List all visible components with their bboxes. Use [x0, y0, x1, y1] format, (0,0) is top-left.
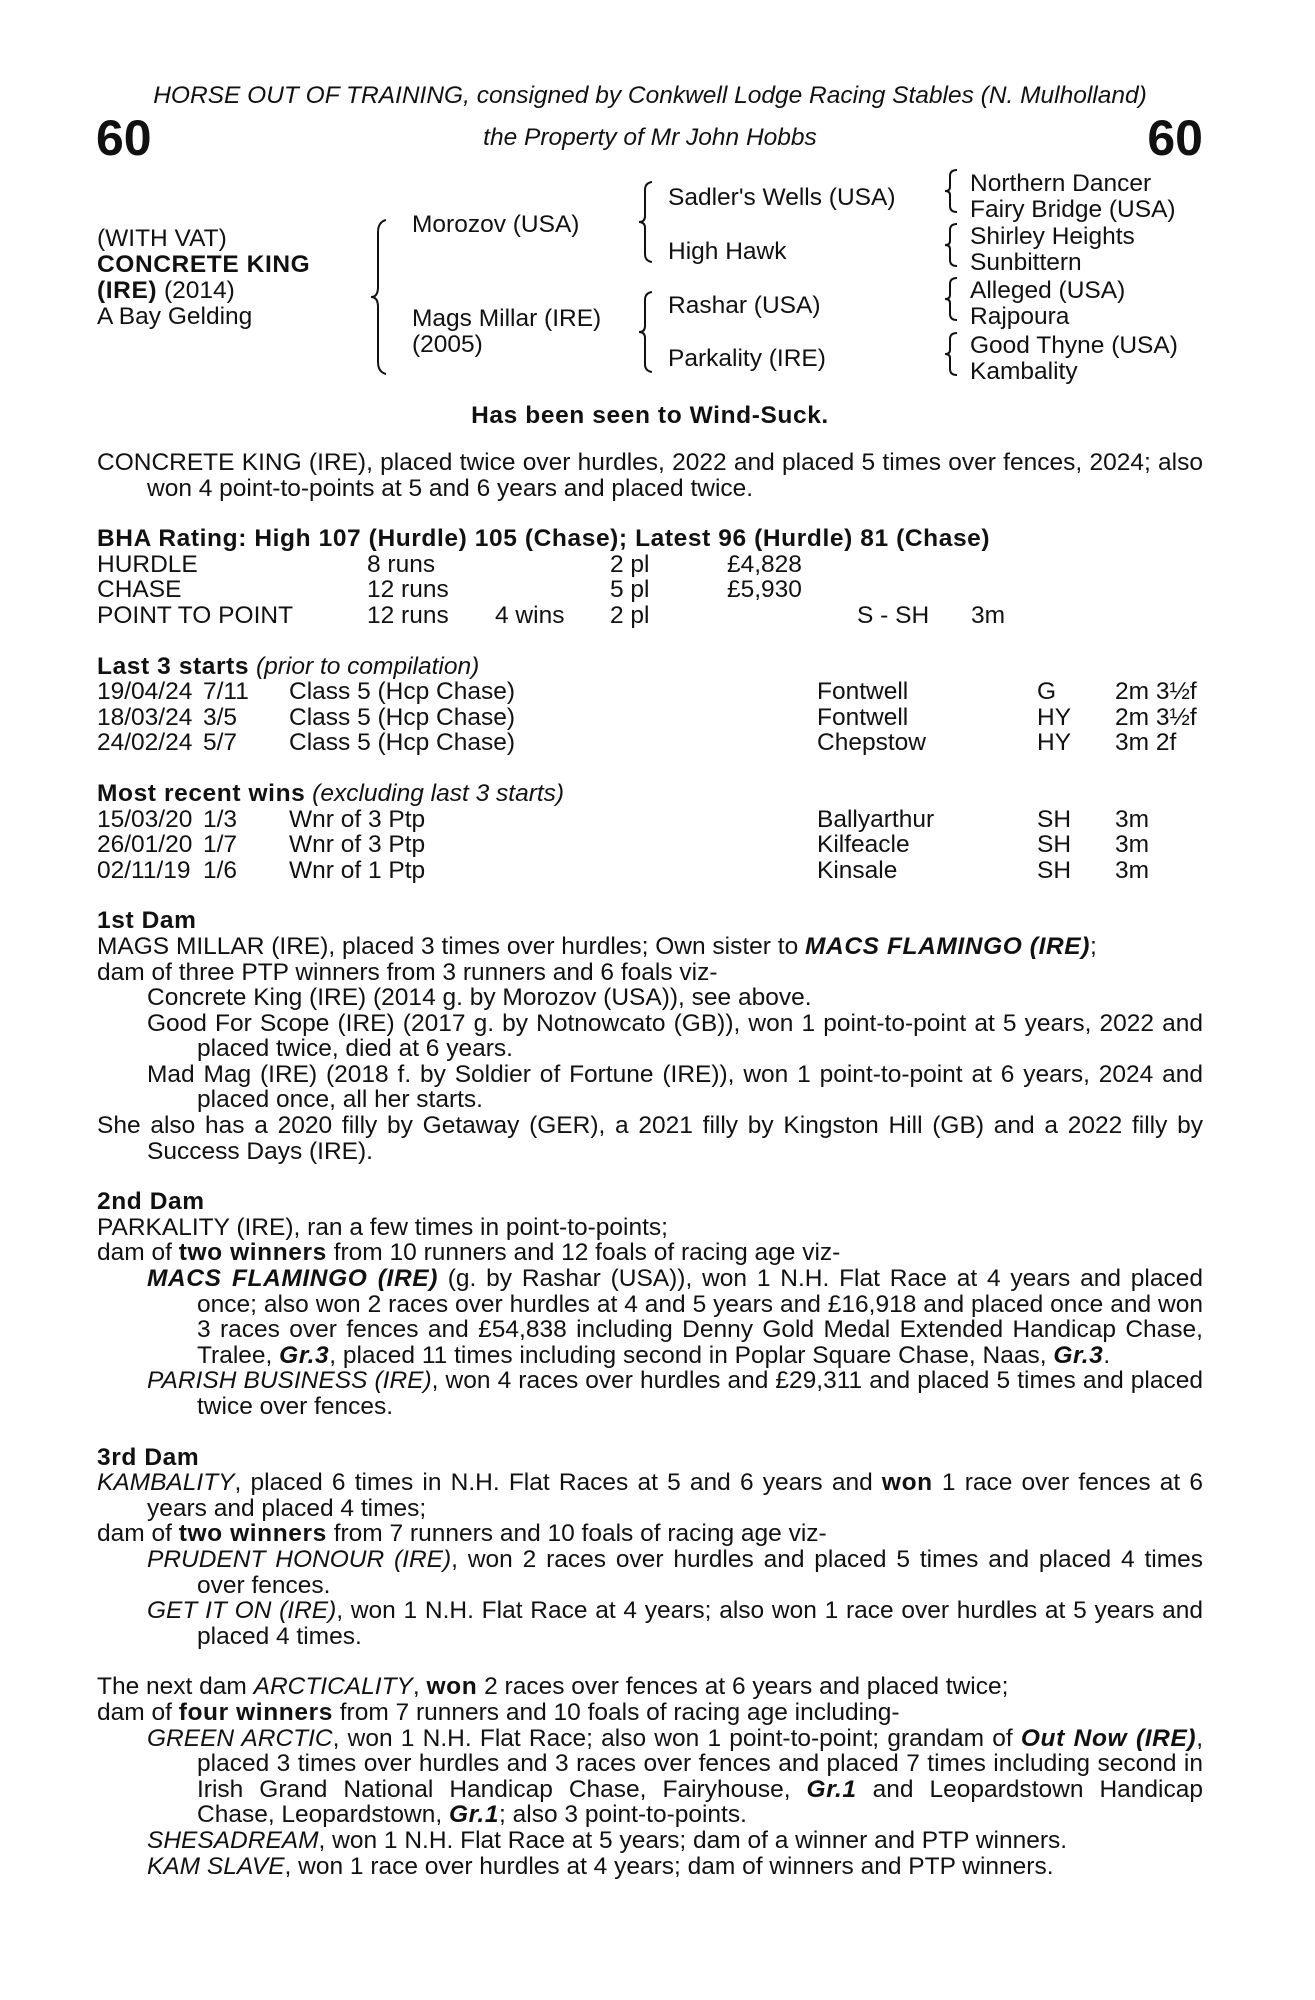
runs-count: 12 runs — [367, 576, 449, 604]
next-dam-progeny-1 — [147, 1726, 1203, 1828]
last-starts-table — [97, 679, 1203, 756]
next-dam-progeny-2 — [147, 1828, 1203, 1854]
race-date: 19/04/24 — [97, 678, 193, 706]
consignor-line: HORSE OUT OF TRAINING, consigned by Conkwell Lodge Racing Stables (N. Mulholland) — [153, 82, 1147, 109]
horse-name-line2 — [97, 278, 235, 304]
next-dam-winners: four winners — [178, 1698, 333, 1726]
macs-flamingo-text-b: , placed 11 times including second in Poplar Square Chase, Naas, — [329, 1341, 1054, 1369]
sire-dam: High Hawk — [668, 238, 787, 265]
race-date: 02/11/19 — [97, 856, 191, 884]
dam-sire: Rashar (USA) — [668, 292, 821, 319]
grade-label: Gr.3 — [279, 1341, 330, 1369]
gen3-brace-1 — [942, 168, 962, 214]
dam-dam: Parkality (IRE) — [668, 345, 826, 372]
rating-row — [97, 603, 1203, 629]
second-dam-winners: two winners — [178, 1239, 327, 1267]
third-dam-won: won — [881, 1469, 933, 1497]
going: SH — [1037, 856, 1072, 884]
race-date: 26/01/20 — [97, 831, 193, 859]
sire-dam-sire: Shirley Heights — [970, 223, 1135, 250]
green-arctic-c: and Leopardstown Handicap Chase, Leopardstown, — [197, 1775, 1203, 1829]
grade-label: Gr.1 — [806, 1775, 857, 1803]
dam-sire-dam: Rajpoura — [970, 303, 1070, 330]
dam: Mags Millar (IRE) — [412, 305, 602, 332]
sire-sire: Sadler's Wells (USA) — [668, 184, 896, 211]
next-dam-section — [97, 1674, 1203, 1879]
second-dam-line2 — [97, 1240, 1203, 1266]
first-dam-also: She also has a 2020 filly by Getaway (GER), a 2021 filly by Kingston Hill (GB) and a 2022 filly by Success Days (IRE). — [97, 1112, 1203, 1165]
going: SH — [1037, 805, 1072, 833]
runs-count: 12 runs — [367, 601, 449, 629]
finishing-position: 1/6 — [203, 856, 238, 884]
placed-count: 2 pl — [610, 601, 650, 629]
horse-year: (2014) — [157, 277, 235, 304]
gen3-brace-3 — [942, 276, 962, 322]
gen3-brace-4 — [942, 331, 962, 377]
macs-flamingo-name: MACS FLAMINGO (IRE) — [147, 1265, 438, 1293]
distance: 3m — [1115, 805, 1150, 833]
third-dam-winners: two winners — [178, 1520, 327, 1548]
dam-sire-sire: Alleged (USA) — [970, 277, 1126, 304]
placed-count: 2 pl — [610, 550, 650, 578]
course: Fontwell — [817, 703, 909, 731]
kambality-name: KAMBALITY — [97, 1469, 235, 1497]
last-start-row — [97, 730, 1203, 756]
dam-dam-sire: Good Thyne (USA) — [970, 332, 1178, 359]
sire-brace — [636, 180, 658, 264]
third-dam-progeny-2 — [147, 1598, 1203, 1649]
next-dam-l1-a: The next dam — [97, 1673, 254, 1701]
recent-wins-heading — [97, 781, 1203, 807]
finishing-position: 1/3 — [203, 805, 238, 833]
sire-dam-dam: Sunbittern — [970, 249, 1082, 276]
prize-money: £5,930 — [727, 576, 802, 604]
gen3-brace-2 — [942, 222, 962, 268]
first-dam-intro-punct: ; — [1089, 932, 1097, 960]
next-dam-line1 — [97, 1674, 1203, 1700]
ratings-heading: BHA Rating: High 107 (Hurdle) 105 (Chase); Latest 96 (Hurdle) 81 (Chase) — [97, 525, 991, 553]
distance: 2m 3½f — [1115, 678, 1197, 706]
finishing-position: 5/7 — [203, 729, 238, 757]
summary-paragraph: CONCRETE KING (IRE), placed twice over hurdles, 2022 and placed 5 times over fences, 2024; also won 4 point-to-points at 5 and 6 years and placed twice. — [97, 449, 1203, 502]
third-dam-l2-c: from 7 runners and 10 foals of racing age viz- — [326, 1520, 827, 1548]
horse-description: A Bay Gelding — [97, 303, 253, 330]
sire-sire-dam: Fairy Bridge (USA) — [970, 196, 1176, 223]
next-dam-line2 — [97, 1700, 1203, 1726]
first-dam-intro-text: MAGS MILLAR (IRE), placed 3 times over hurdles; Own sister to — [97, 932, 806, 960]
third-dam-heading: 3rd Dam — [97, 1443, 200, 1471]
out-now-name: Out Now (IRE) — [1020, 1724, 1197, 1752]
finishing-position: 3/5 — [203, 703, 238, 731]
next-dam-l2-c: from 7 runners and 10 foals of racing age including- — [332, 1698, 900, 1726]
ratings-table — [97, 552, 1203, 629]
race-class: Class 5 (Hcp Chase) — [289, 703, 516, 731]
distance: 3m — [1115, 831, 1150, 859]
grade-label: Gr.1 — [448, 1801, 500, 1829]
second-dam-line2-a: dam of — [97, 1239, 179, 1267]
going: HY — [1037, 729, 1072, 757]
third-dam-line1 — [97, 1470, 1203, 1521]
next-dam-l1-b: , — [412, 1673, 427, 1701]
next-dam-l2-a: dam of — [97, 1698, 179, 1726]
race-class: Wnr of 3 Ptp — [289, 805, 426, 833]
second-dam-line2-c: from 10 runners and 12 foals of racing age viz- — [326, 1239, 841, 1267]
third-dam-l1-a: , placed 6 times in N.H. Flat Races at 5 and 6 years and — [234, 1469, 882, 1497]
kam-slave-name: KAM SLAVE — [147, 1852, 285, 1880]
runs-count: 8 runs — [367, 550, 436, 578]
first-dam-progeny-3: Mad Mag (IRE) (2018 f. by Soldier of Fortune (IRE)), won 1 point-to-point at 6 years, 2024 and placed once, all her starts. — [147, 1060, 1203, 1114]
vat-label: (WITH VAT) — [97, 225, 227, 252]
third-dam-l1-c: 1 race over fences at 6 years and placed 4 times; — [147, 1469, 1203, 1522]
race-type: CHASE — [97, 576, 182, 604]
first-dam-heading: 1st Dam — [97, 907, 197, 935]
prudent-honour-name: PRUDENT HONOUR (IRE) — [147, 1545, 452, 1573]
race-class: Class 5 (Hcp Chase) — [289, 678, 516, 706]
going: HY — [1037, 703, 1072, 731]
next-dam-l1-c: 2 races over fences at 6 years and placed twice; — [477, 1673, 1009, 1701]
grade-label: Gr.3 — [1053, 1341, 1104, 1369]
recent-win-row — [97, 832, 1203, 858]
race-type: HURDLE — [97, 550, 198, 578]
recent-win-row — [97, 807, 1203, 833]
second-dam-section — [97, 1189, 1203, 1419]
recent-wins-note: (excluding last 3 starts) — [305, 779, 565, 807]
course: Kilfeacle — [817, 831, 910, 859]
first-dam-sister: MACS FLAMINGO (IRE) — [805, 932, 1090, 960]
course: Fontwell — [817, 678, 909, 706]
recent-wins-table — [97, 807, 1203, 884]
sire-sire-sire: Northern Dancer — [970, 170, 1152, 197]
horse-country: (IRE) — [97, 277, 158, 304]
recent-wins-title: Most recent wins — [97, 779, 306, 807]
prize-money: £4,828 — [727, 550, 802, 578]
distance: 2m 3½f — [1115, 703, 1197, 731]
distance: 3m — [1115, 856, 1150, 884]
parish-business-name: PARISH BUSINESS (IRE) — [147, 1367, 432, 1395]
third-dam-line2 — [97, 1521, 1203, 1547]
second-dam-heading: 2nd Dam — [97, 1188, 205, 1216]
green-arctic-a: , won 1 N.H. Flat Race; also won 1 point-to-point; grandam of — [332, 1724, 1021, 1752]
third-dam-section — [97, 1445, 1203, 1650]
recent-wins-section — [97, 781, 1203, 883]
property-line: the Property of Mr John Hobbs — [483, 124, 817, 151]
dam-brace — [636, 290, 658, 374]
lot-number-right: 60 — [1147, 110, 1203, 166]
catalogue-body — [97, 450, 1203, 1879]
race-date: 18/03/24 — [97, 703, 193, 731]
horse-name: CONCRETE KING — [97, 251, 311, 278]
first-dam-progeny-2: Good For Scope (IRE) (2017 g. by Notnowcato (GB)), won 1 point-to-point at 5 years, 2022 and placed twice, died at 6 years. — [147, 1009, 1203, 1063]
sire: Morozov (USA) — [412, 211, 580, 238]
shesadream-text: , won 1 N.H. Flat Race at 5 years; dam of a winner and PTP winners. — [318, 1826, 1068, 1854]
race-date: 15/03/20 — [97, 805, 193, 833]
dam-dam-dam: Kambality — [970, 358, 1078, 385]
green-arctic-d: ; also 3 point-to-points. — [499, 1801, 747, 1829]
macs-flamingo-text-a: (g. by Rashar (USA)), won 1 N.H. Flat Race at 4 years and placed once; also won 2 races over hurdles at 4 and 5 years and £16,918 and placed once and won 3 races over fences and £54,838 including Denny Gold Medal Extended Handicap Chase, Tralee, — [197, 1265, 1203, 1369]
kam-slave-text: , won 1 race over hurdles at 4 years; dam of winners and PTP winners. — [284, 1852, 1054, 1880]
going: S - SH — [857, 601, 930, 629]
course: Chepstow — [817, 729, 926, 757]
first-dam-record: dam of three PTP winners from 3 runners and 6 foals viz- — [97, 958, 718, 986]
get-it-on-name: GET IT ON (IRE) — [147, 1597, 337, 1625]
course: Ballyarthur — [817, 805, 935, 833]
main-brace — [368, 218, 392, 376]
last-starts-note: (prior to compilation) — [249, 652, 480, 680]
last-start-row — [97, 679, 1203, 705]
second-dam-progeny-2 — [147, 1368, 1203, 1419]
finishing-position: 1/7 — [203, 831, 238, 859]
prudent-honour-text: , won 2 races over hurdles and placed 5 times and placed 4 times over fences. — [197, 1545, 1203, 1599]
race-class: Wnr of 3 Ptp — [289, 831, 426, 859]
distance: 3m 2f — [1115, 729, 1177, 757]
last-starts-title: Last 3 starts — [97, 652, 250, 680]
course: Kinsale — [817, 856, 898, 884]
race-date: 24/02/24 — [97, 729, 193, 757]
arcticality-name: ARCTICALITY — [253, 1673, 413, 1701]
race-class: Wnr of 1 Ptp — [289, 856, 426, 884]
dam-year: (2005) — [412, 331, 483, 358]
next-dam-won: won — [426, 1673, 478, 1701]
get-it-on-text: , won 1 N.H. Flat Race at 4 years; also won 1 race over hurdles at 5 years and placed 4 times. — [197, 1597, 1204, 1650]
going: SH — [1037, 831, 1072, 859]
race-type: POINT TO POINT — [97, 601, 294, 629]
last-starts-heading — [97, 654, 1203, 680]
recent-win-row — [97, 858, 1203, 884]
wins-count: 4 wins — [495, 601, 565, 629]
placed-count: 5 pl — [610, 576, 650, 604]
first-dam-intro — [97, 934, 1203, 960]
last-start-row — [97, 705, 1203, 731]
lot-number-left: 60 — [96, 110, 152, 166]
last-starts-section — [97, 654, 1203, 756]
third-dam-l2-a: dam of — [97, 1520, 179, 1548]
third-dam-progeny-1 — [147, 1547, 1203, 1598]
first-dam-progeny-1: Concrete King (IRE) (2014 g. by Morozov (USA)), see above. — [147, 984, 812, 1012]
rating-row — [97, 552, 1203, 578]
going: G — [1037, 678, 1057, 706]
first-dam-section — [97, 908, 1203, 1164]
shesadream-name: SHESADREAM — [147, 1826, 319, 1854]
wind-suck-note: Has been seen to Wind-Suck. — [471, 402, 829, 429]
green-arctic-name: GREEN ARCTIC — [147, 1724, 333, 1752]
second-dam-progeny-1 — [147, 1266, 1203, 1368]
macs-flamingo-text-c: . — [1103, 1341, 1111, 1369]
distance: 3m — [971, 601, 1006, 629]
parish-business-text: , won 4 races over hurdles and £29,311 and placed 5 times and placed twice over fences. — [197, 1367, 1204, 1420]
finishing-position: 7/11 — [203, 678, 249, 706]
race-class: Class 5 (Hcp Chase) — [289, 729, 516, 757]
rating-row — [97, 577, 1203, 603]
next-dam-progeny-3 — [147, 1854, 1203, 1880]
green-arctic-b: , placed 3 times over hurdles and 3 races over fences and placed 7 times including second in Irish Grand National Handicap Chase, Fairyhouse, — [197, 1724, 1203, 1803]
ratings-section — [97, 526, 1203, 628]
second-dam-line1: PARKALITY (IRE), ran a few times in point-to-points; — [97, 1213, 668, 1241]
